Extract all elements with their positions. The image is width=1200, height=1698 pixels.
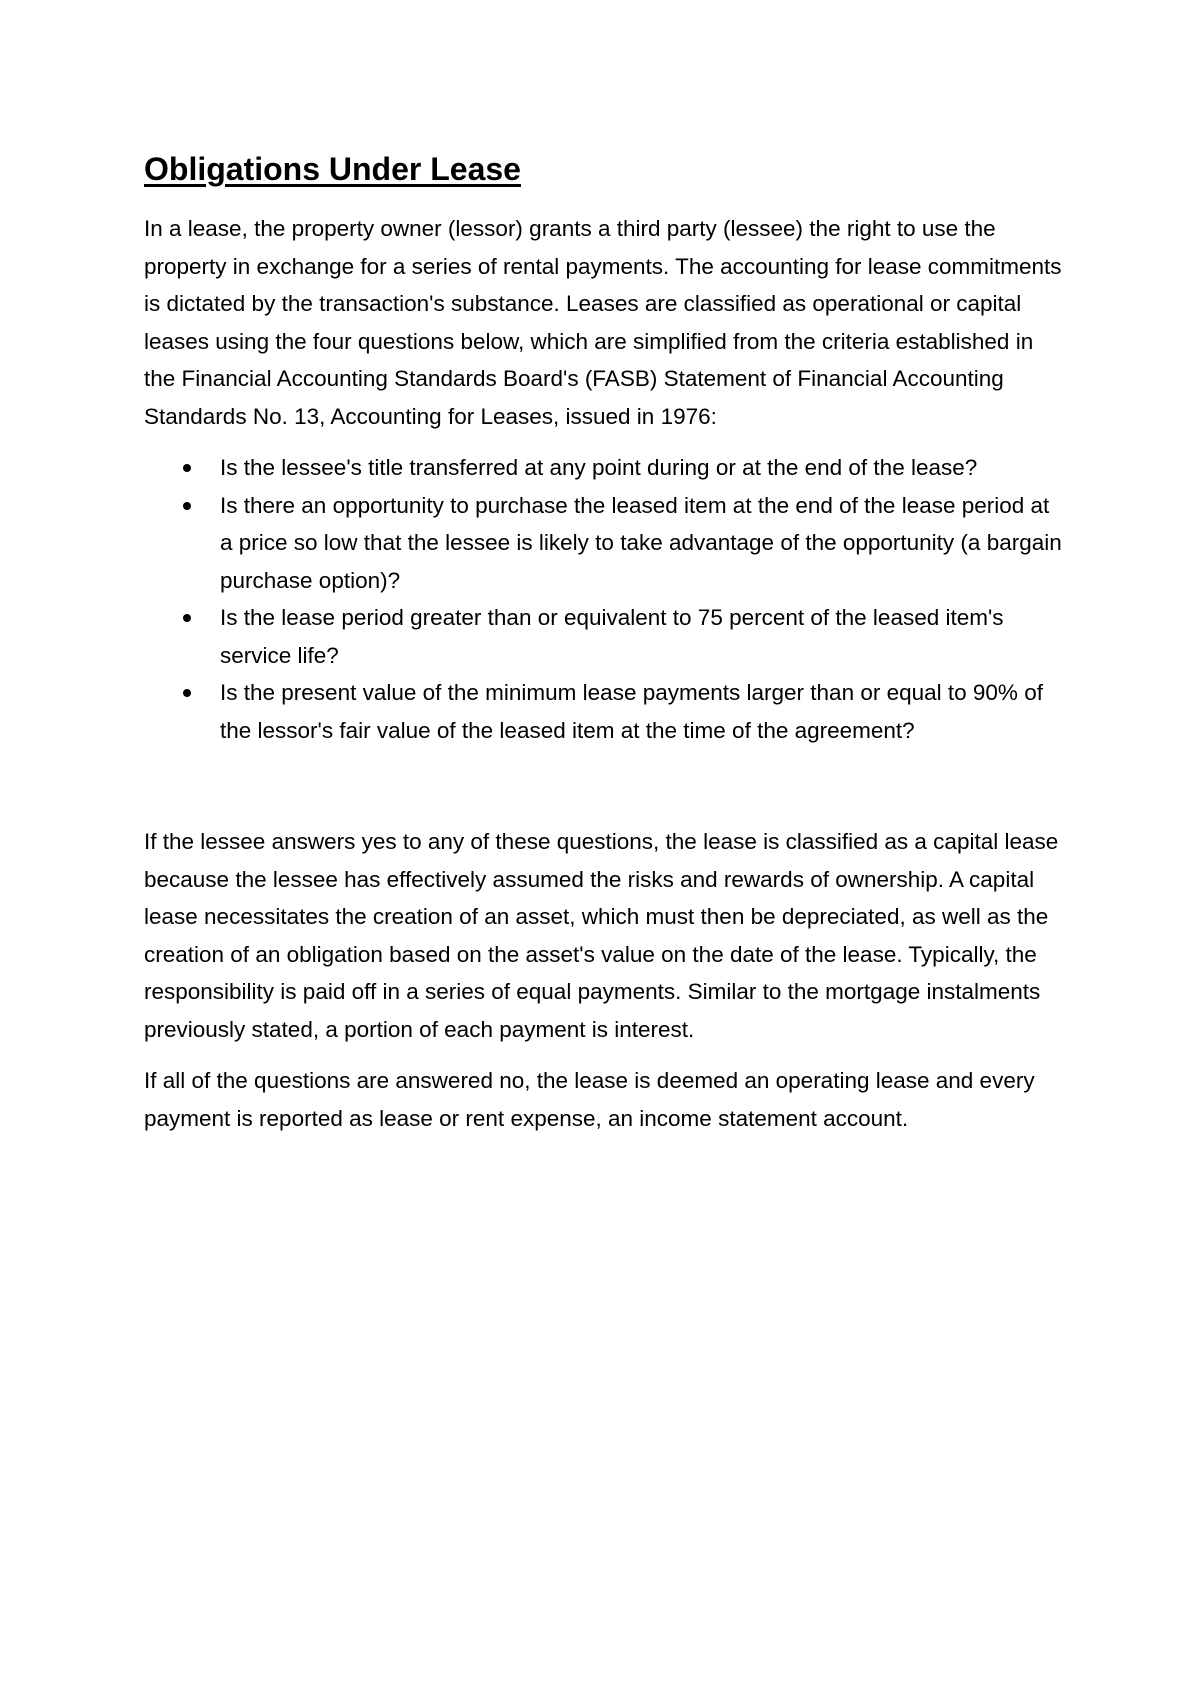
question-text: Is the lessee's title transferred at any point during or at the end of the lease? [220, 455, 978, 481]
question-text: Is the present value of the minimum lease payments larger than or equal to 90% of the lessor's fair value of the leased item at the time of the agreement? [220, 680, 1043, 743]
list-item [144, 674, 1064, 749]
intro-paragraph: In a lease, the property owner (lessor) grants a third party (lessee) the right to use the property in exchange for a series of rental payments. The accounting for lease commitments is dictated by the transaction's substance. Leases are classified as operational or capital leases using the four questions below, which are simplified from the criteria established in the Financial Accounting Standards Board's (FASB) Statement of Financial Accounting Standards No. 13, Accounting for Leases, issued in 1976: [144, 216, 1062, 429]
question-text: Is there an opportunity to purchase the leased item at the end of the lease period at a price so low that the lessee is likely to take advantage of the opportunity (a bargain purchase option)? [220, 492, 1062, 593]
bullet-icon [183, 689, 191, 697]
operating-lease-paragraph: If all of the questions are answered no, the lease is deemed an operating lease and every payment is reported as lease or rent expense, an income statement account. [144, 1068, 1035, 1131]
blank-line [144, 749, 1064, 823]
question-text: Is the lease period greater than or equivalent to 75 percent of the leased item's service life? [220, 605, 1004, 668]
bullet-icon [183, 464, 191, 472]
list-item [144, 449, 1064, 487]
bullet-icon [183, 502, 191, 510]
document-page [144, 150, 1064, 1151]
bullet-icon [183, 614, 191, 622]
list-item [144, 599, 1064, 674]
capital-lease-paragraph: If the lessee answers yes to any of these questions, the lease is classified as a capital lease because the lessee has effectively assumed the risks and rewards of ownership. A capital lease necessitates the creation of an asset, which must then be depreciated, as well as the creation of an obligation based on the asset's value on the date of the lease. Typically, the responsibility is paid off in a series of equal payments. Similar to the mortgage instalments previously stated, a portion of each payment is interest. [144, 829, 1059, 1042]
document-title: Obligations Under Lease [144, 151, 521, 187]
lease-questions-list [144, 449, 1064, 749]
list-item [144, 487, 1064, 600]
